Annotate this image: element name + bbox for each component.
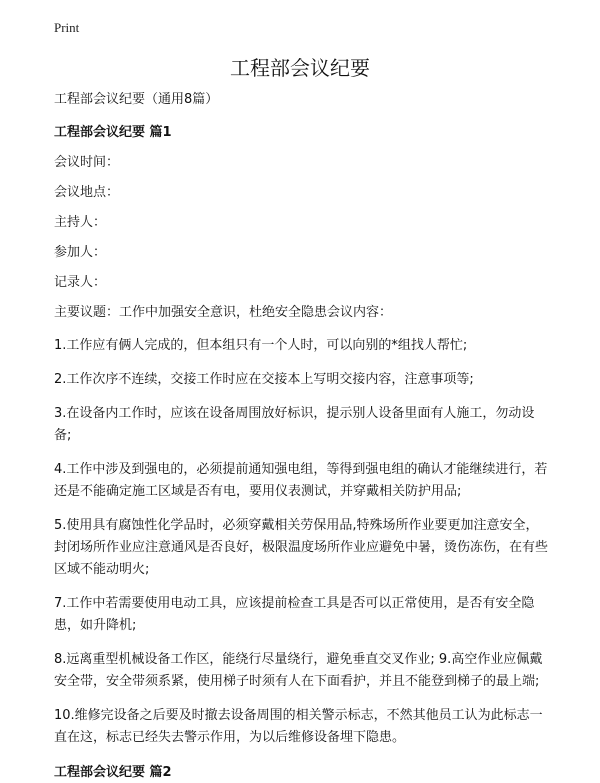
list-item: 7.工作中若需要使用电动工具，应该提前检查工具是否可以正常使用，是否有安全隐患，如升降机; bbox=[54, 596, 535, 633]
print-link[interactable]: Print bbox=[54, 20, 80, 35]
list-item: 2.工作次序不连续，交接工作时应在交接本上写明交接内容，注意事项等; bbox=[54, 372, 474, 387]
meeting-location-label: 会议地点： bbox=[54, 185, 120, 200]
host-label: 主持人： bbox=[54, 215, 107, 230]
list-item: 5.使用具有腐蚀性化学品时，必须穿戴相关劳保用品,特殊场所作业要更加注意安全，封闭场所作业应注意通风是否良好，极限温度场所作业应避免中暑，烫伤冻伤，在有些区域不能动明火; bbox=[54, 518, 549, 577]
list-item: 3.在设备内工作时，应该在设备周围放好标识，提示别人设备里面有人施工，勿动设备; bbox=[54, 406, 535, 443]
participants-label: 参加人： bbox=[54, 245, 107, 260]
list-item: 4.工作中涉及到强电的，必须提前通知强电组，等得到强电组的确认才能继续进行，若还是不能确定施工区域是否有电，要用仪表测试，并穿戴相关防护用品; bbox=[54, 462, 548, 499]
document-subtitle: 工程部会议纪要（通用8篇） bbox=[54, 92, 219, 107]
section-heading-1: 工程部会议纪要 篇1 bbox=[54, 125, 172, 140]
main-topic: 主要议题：工作中加强安全意识，杜绝安全隐患会议内容： bbox=[54, 305, 393, 320]
document-body bbox=[54, 90, 550, 783]
recorder-label: 记录人： bbox=[54, 275, 107, 290]
list-item: 8.远离重型机械设备工作区，能绕行尽量绕行，避免垂直交叉作业; 9.高空作业应佩戴安全带，安全带须系紧，使用梯子时须有人在下面看护，并且不能登到梯子的最上端; bbox=[54, 652, 543, 689]
list-item: 10.维修完设备之后要及时撤去设备周围的相关警示标志，不然其他员工认为此标志一直在这，标志已经失去警示作用，为以后维修设备埋下隐患。 bbox=[54, 708, 543, 745]
meeting-time-label: 会议时间： bbox=[54, 155, 120, 170]
document-title: 工程部会议纪要 bbox=[230, 56, 370, 80]
section-heading-2: 工程部会议纪要 篇2 bbox=[54, 765, 172, 780]
list-item: 1.工作应有俩人完成的，但本组只有一个人时，可以向别的*组找人帮忙; bbox=[54, 338, 468, 353]
